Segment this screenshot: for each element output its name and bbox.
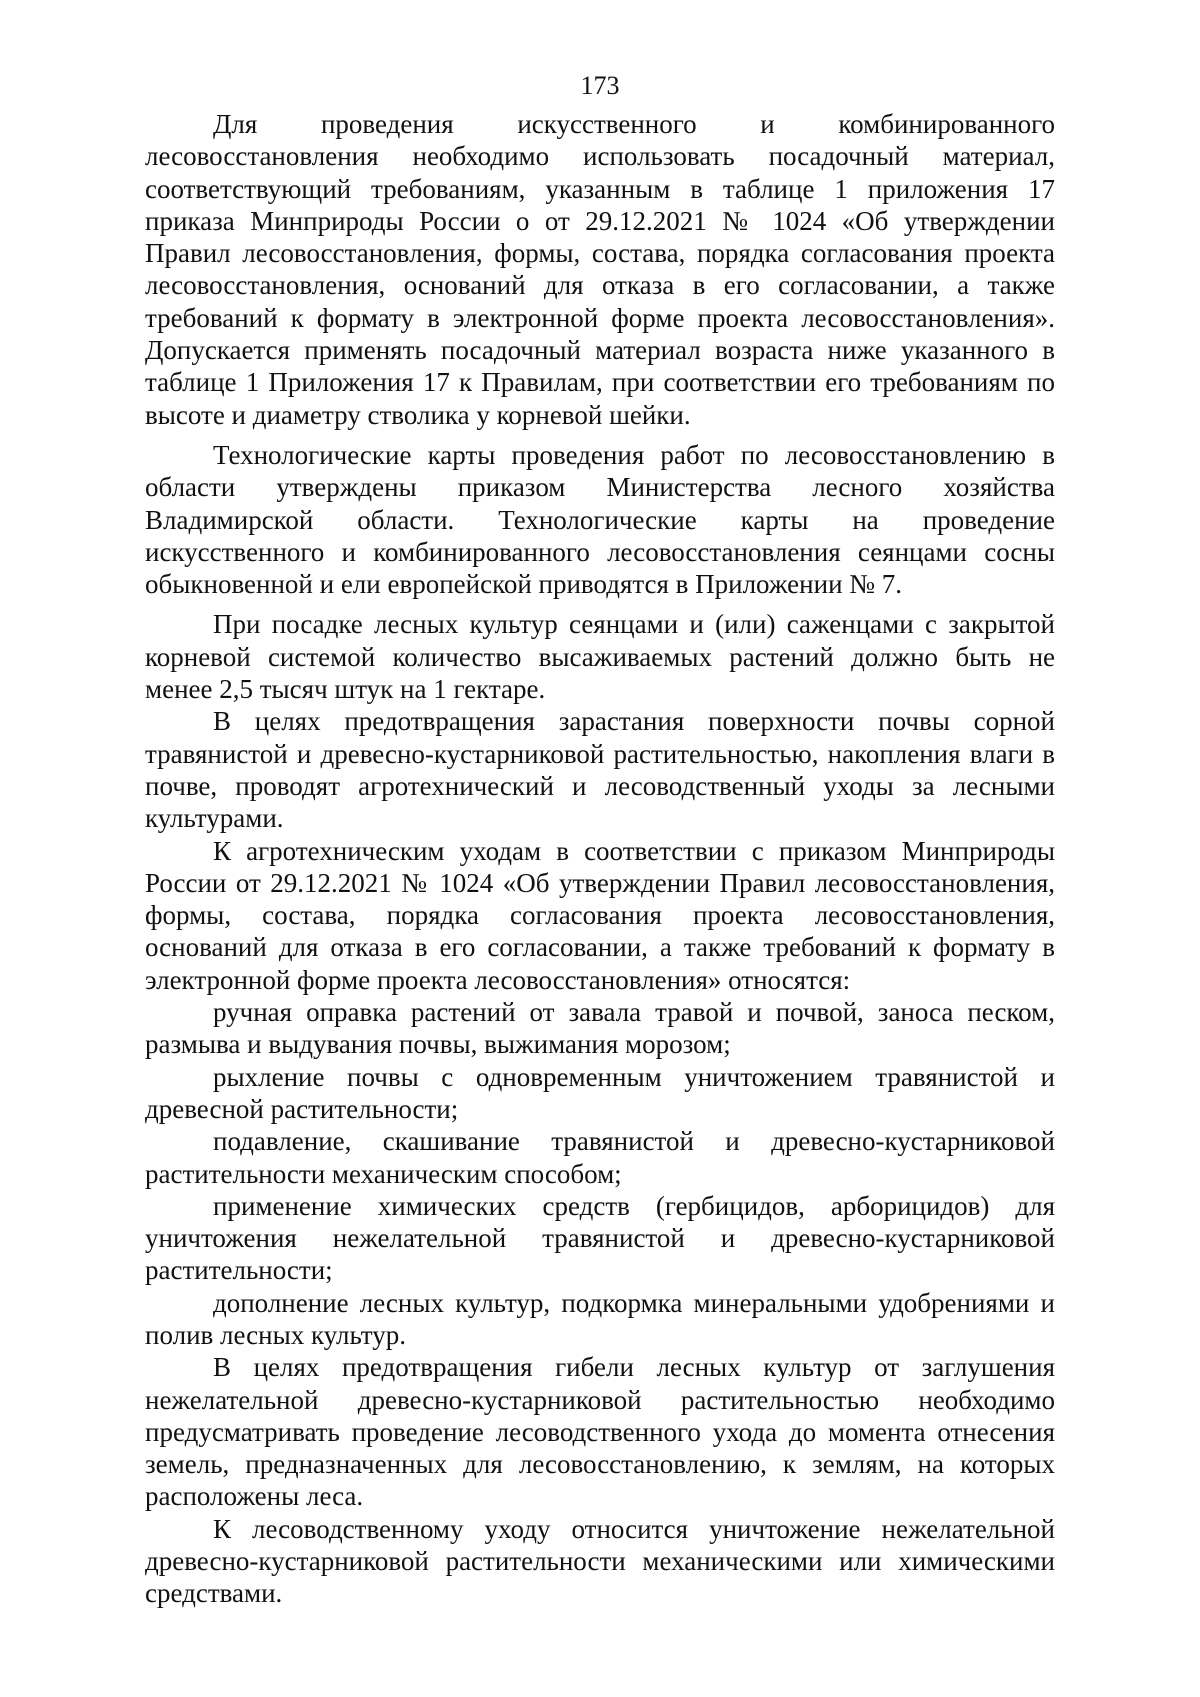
list-item-manual-correction: ручная оправка растений от завала травой и почвой, заноса песком, размыва и выдувания почвы, выжимания морозом; [145,997,1055,1060]
paragraph-agrotechnical-care: К агротехническим уходам в соответствии с приказом Минприроды России от 29.12.2021 № 1024 «Об утверждении Правил лесовосстановления, формы, состава, порядка согласования проекта лесовосстановления, оснований для отказа в его согласовании, а также требований к формату в электронной форме проекта лесовосстановления» относятся: [145,835,1055,995]
document-body [145,108,1055,1610]
paragraph-silvicultural-care: К лесоводственному уходу относится уничтожение нежелательной древесно-кустарниковой растительности механическими или химическими средствами. [145,1513,1055,1609]
paragraph-technology-maps: Технологические карты проведения работ по лесовосстановлению в области утверждены приказом Министерства лесного хозяйства Владимирской области. Технологические карты на проведение искусственного и комбинированного лесовосстановления сеянцами сосны обыкновенной и ели европейской приводятся в Приложении № 7. [145,439,1055,600]
paragraph-planting-density: При посадке лесных культур сеянцами и (или) саженцами с закрытой корневой системой количество высаживаемых растений должно быть не менее 2,5 тысяч штук на 1 гектаре. [145,609,1055,705]
paragraph-planting-material: Для проведения искусственного и комбинированного лесовосстановления необходимо использовать посадочный материал, соответствующий требованиям, указанным в таблице 1 приложения 17 приказа Минприроды России о от 29.12.2021 № 1024 «Об утверждении Правил лесовосстановления, формы, состава, порядка согласования проекта лесовосстановления, оснований для отказа в его согласовании, а также требований к формату в электронной форме проекта лесовосстановления». Допускается применять посадочный материал возраста ниже указанного в таблице 1 Приложения 17 к Правилам, при соответствии его требованиям по высоте и диаметру стволика у корневой шейки. [145,109,1055,430]
list-item-chemicals: применение химических средств (гербицидов, арборицидов) для уничтожения нежелательной травянистой и древесно-кустарниковой растительности; [145,1190,1055,1286]
page-number: 173 [580,71,620,100]
paragraph-silvicultural-care-purpose: В целях предотвращения гибели лесных культур от заглушения нежелательной древесно-кустарниковой растительностью необходимо предусматривать проведение лесоводственного ухода до момента отнесения земель, предназначенных для лесовосстановлению, к землям, на которых расположены леса. [145,1352,1055,1512]
list-item-loosening: рыхление почвы с одновременным уничтожением травянистой и древесной растительности; [145,1061,1055,1124]
list-item-suppression: подавление, скашивание травянистой и древесно-кустарниковой растительности механическим способом; [145,1126,1055,1189]
paragraph-care-purpose: В целях предотвращения зарастания поверхности почвы сорной травянистой и древесно-кустарниковой растительностью, накопления влаги в почве, проводят агротехнический и лесоводственный уходы за лесными культурами. [145,706,1055,834]
list-item-supplement: дополнение лесных культур, подкормка минеральными удобрениями и полив лесных культур. [145,1287,1055,1350]
